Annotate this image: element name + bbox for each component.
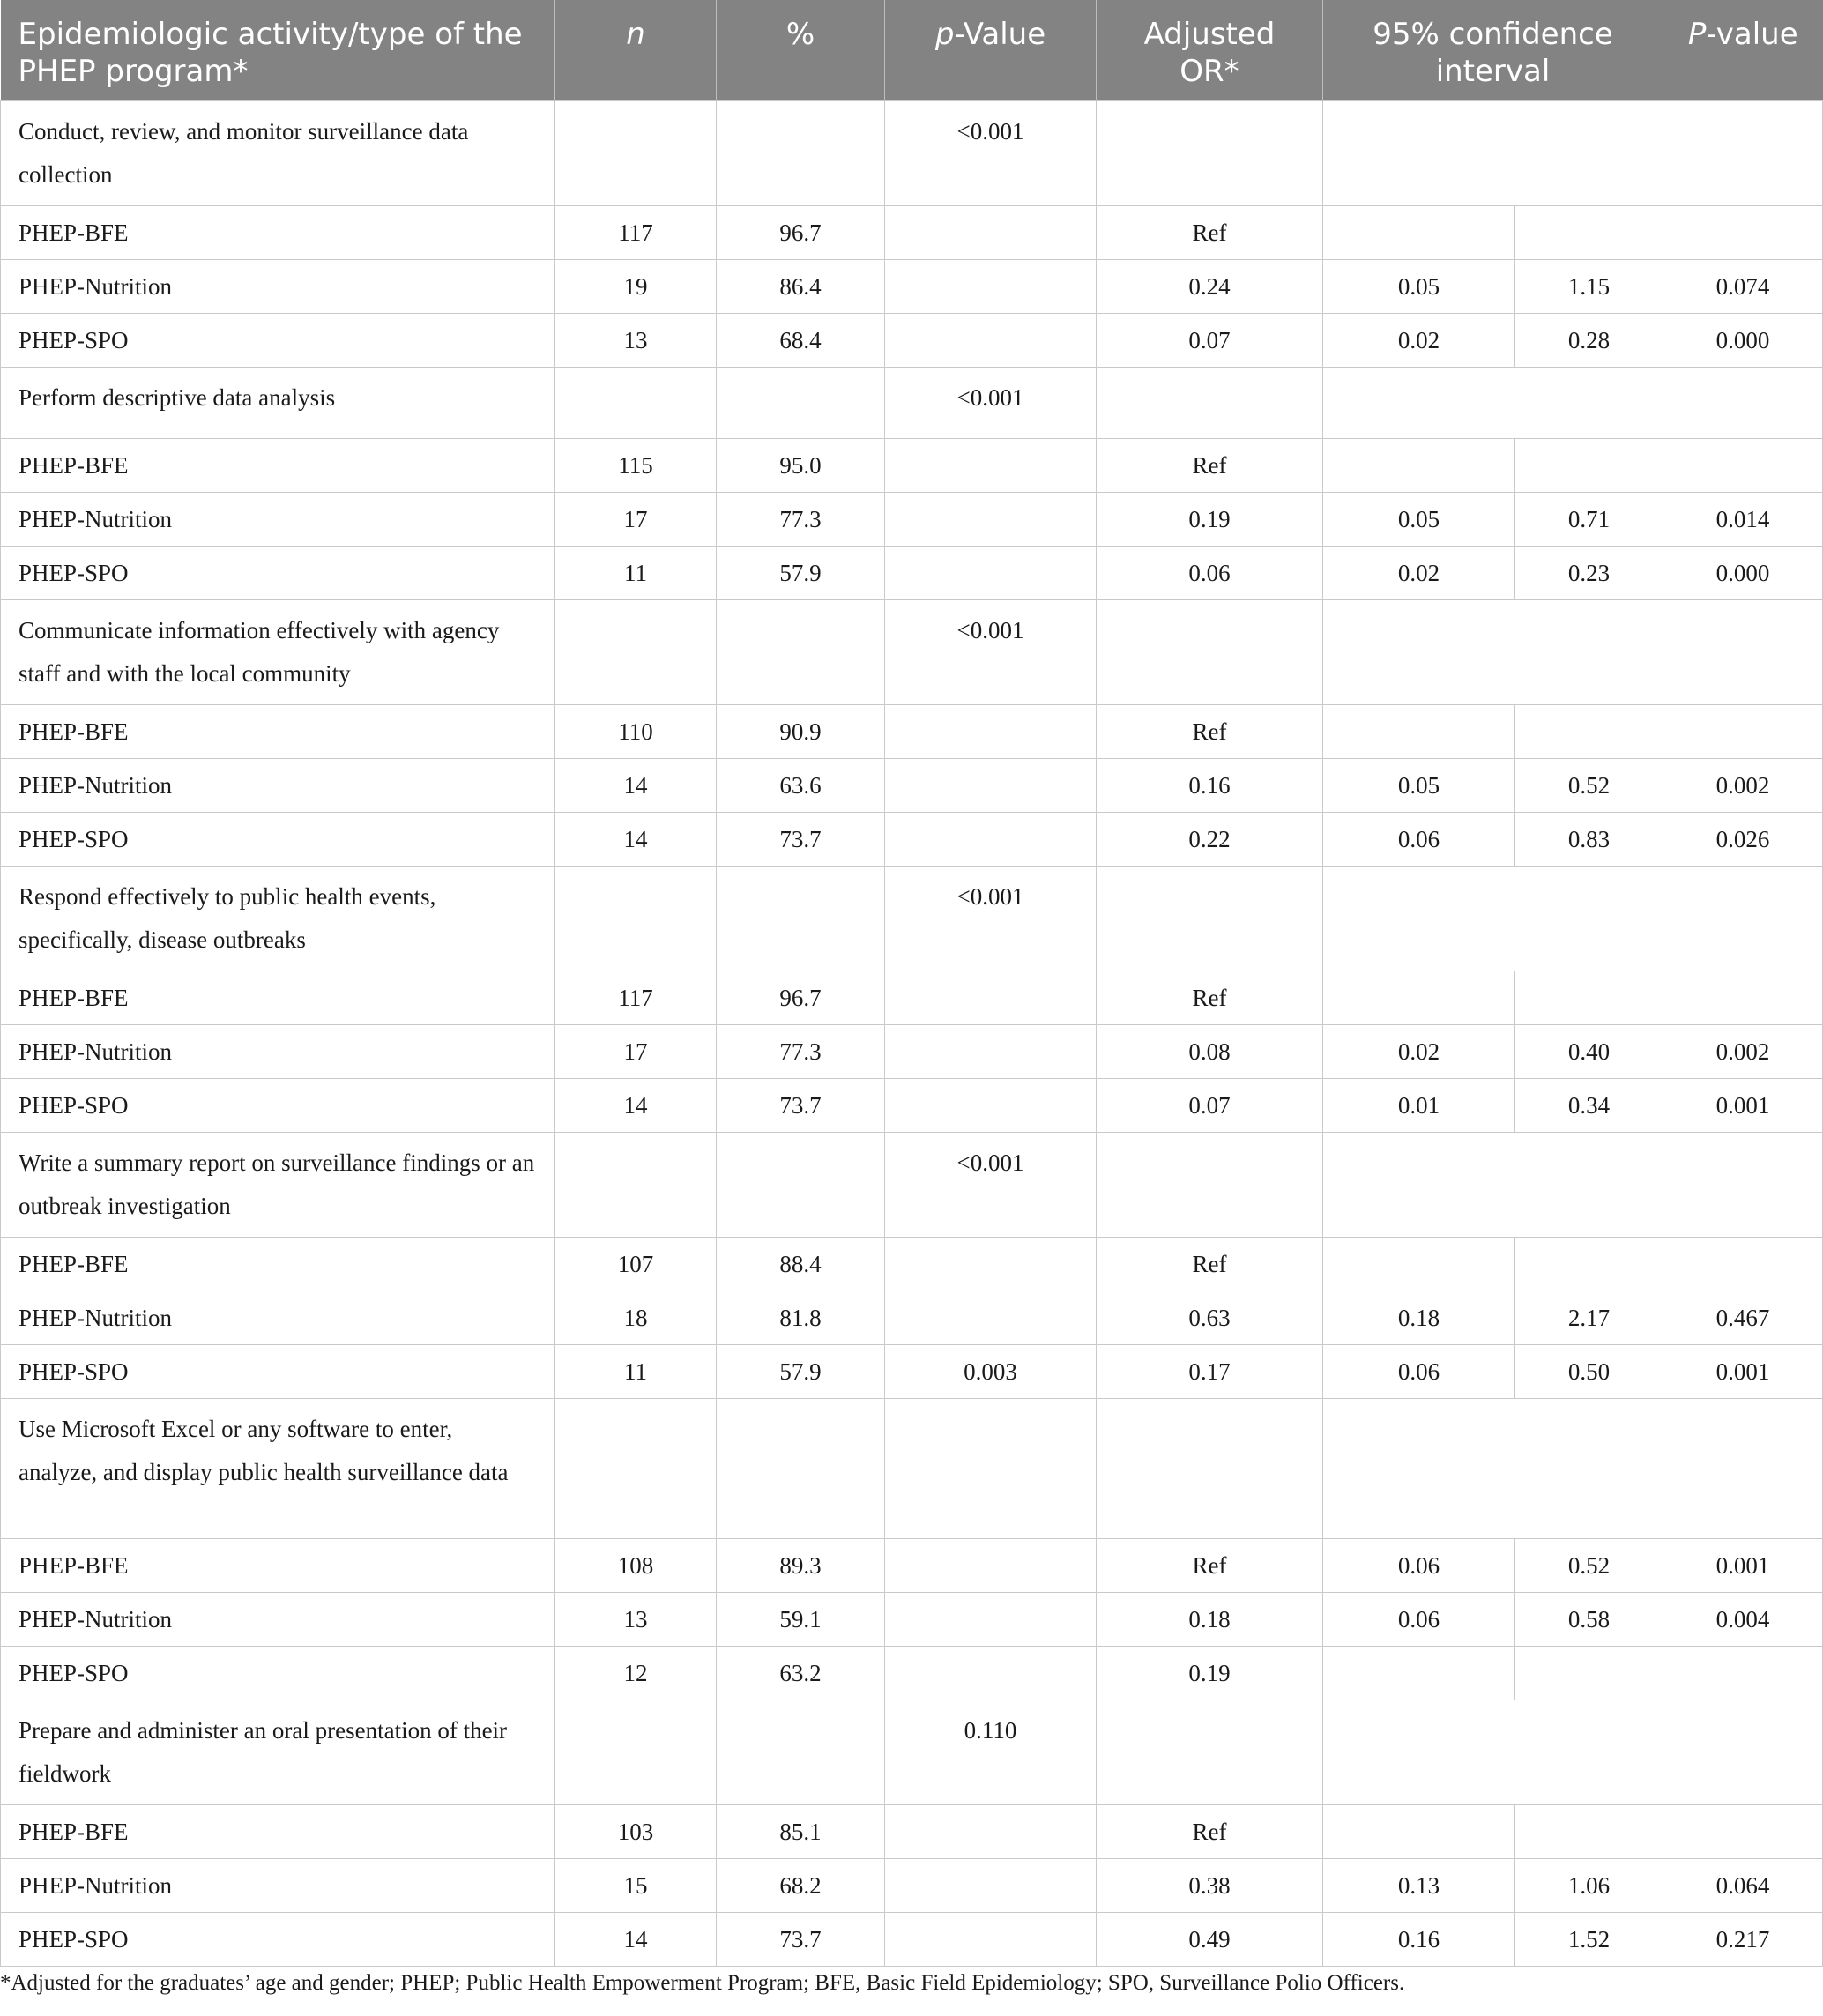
cell-percent: 57.9	[717, 1345, 885, 1399]
activity-label: Perform descriptive data analysis	[1, 368, 555, 439]
cell-percent: 63.6	[717, 759, 885, 813]
cell-p-value	[885, 1025, 1097, 1079]
program-name: PHEP-Nutrition	[1, 260, 555, 314]
cell-percent: 68.4	[717, 314, 885, 368]
header-p-value-2	[1663, 0, 1823, 101]
cell-n: 12	[555, 1647, 717, 1700]
cell-ci-high: 0.50	[1515, 1345, 1663, 1399]
activity-p-value: <0.001	[885, 600, 1097, 705]
table-row	[1, 206, 1823, 260]
cell-n: 13	[555, 314, 717, 368]
cell-adjusted-or: Ref	[1097, 439, 1323, 493]
activity-percent-cell	[717, 1133, 885, 1238]
activity-pvalue2-cell	[1663, 101, 1823, 206]
activity-header-row	[1, 600, 1823, 705]
cell-p-value-2: 0.217	[1663, 1913, 1823, 1967]
cell-p-value-2: 0.004	[1663, 1593, 1823, 1647]
activity-header-row	[1, 101, 1823, 206]
cell-p-value	[885, 314, 1097, 368]
cell-p-value	[885, 1539, 1097, 1593]
cell-p-value	[885, 1913, 1097, 1967]
cell-percent: 95.0	[717, 439, 885, 493]
cell-ci-high: 0.52	[1515, 759, 1663, 813]
activity-n-cell	[555, 101, 717, 206]
cell-p-value-2: 0.014	[1663, 493, 1823, 547]
program-name: PHEP-SPO	[1, 1079, 555, 1133]
activity-ci-cell	[1323, 600, 1663, 705]
cell-ci-high	[1515, 1238, 1663, 1291]
cell-percent: 89.3	[717, 1539, 885, 1593]
program-name: PHEP-SPO	[1, 547, 555, 600]
activity-p-value: <0.001	[885, 867, 1097, 971]
cell-n: 103	[555, 1805, 717, 1859]
cell-percent: 88.4	[717, 1238, 885, 1291]
program-name: PHEP-Nutrition	[1, 1291, 555, 1345]
activity-pvalue2-cell	[1663, 1399, 1823, 1539]
cell-ci-high	[1515, 705, 1663, 759]
activity-label: Respond effectively to public health events, specifically, disease outbreaks	[1, 867, 555, 971]
cell-percent: 77.3	[717, 493, 885, 547]
table-row	[1, 1025, 1823, 1079]
table-row	[1, 314, 1823, 368]
table-row	[1, 1345, 1823, 1399]
table-footnote: *Adjusted for the graduates’ age and gender; PHEP; Public Health Empowerment Program; BFE, Basic Field Epidemiology; SPO, Surveillance Polio Officers.	[0, 1971, 1405, 1995]
cell-percent: 68.2	[717, 1859, 885, 1913]
cell-adjusted-or: 0.18	[1097, 1593, 1323, 1647]
cell-n: 110	[555, 705, 717, 759]
cell-ci-low: 0.18	[1323, 1291, 1515, 1345]
cell-n: 117	[555, 206, 717, 260]
header-p-value-2-rest: -value	[1706, 17, 1798, 52]
cell-percent: 96.7	[717, 971, 885, 1025]
activity-ci-cell	[1323, 368, 1663, 439]
activity-n-cell	[555, 1399, 717, 1539]
header-activity: Epidemiologic activity/type of the PHEP program*	[1, 0, 555, 101]
cell-p-value: 0.003	[885, 1345, 1097, 1399]
cell-ci-high	[1515, 1805, 1663, 1859]
cell-ci-low: 0.05	[1323, 759, 1515, 813]
activity-header-row	[1, 867, 1823, 971]
cell-adjusted-or: 0.49	[1097, 1913, 1323, 1967]
cell-ci-high: 1.06	[1515, 1859, 1663, 1913]
cell-p-value-2	[1663, 439, 1823, 493]
activity-or-cell	[1097, 867, 1323, 971]
header-confidence-interval: 95% confidence interval	[1323, 0, 1663, 101]
cell-ci-low: 0.06	[1323, 1345, 1515, 1399]
cell-adjusted-or: Ref	[1097, 1238, 1323, 1291]
table-row	[1, 1647, 1823, 1700]
table-row	[1, 1593, 1823, 1647]
cell-p-value-2: 0.001	[1663, 1539, 1823, 1593]
header-p-value-italic: p	[934, 17, 955, 52]
table-row	[1, 971, 1823, 1025]
cell-p-value	[885, 1859, 1097, 1913]
cell-percent: 59.1	[717, 1593, 885, 1647]
cell-p-value-2: 0.074	[1663, 260, 1823, 314]
header-adjusted-or: Adjusted OR*	[1097, 0, 1323, 101]
cell-adjusted-or: 0.07	[1097, 1079, 1323, 1133]
activity-p-value: <0.001	[885, 368, 1097, 439]
cell-ci-low	[1323, 971, 1515, 1025]
cell-p-value-2: 0.002	[1663, 759, 1823, 813]
cell-ci-low: 0.02	[1323, 547, 1515, 600]
activity-or-cell	[1097, 1133, 1323, 1238]
cell-percent: 86.4	[717, 260, 885, 314]
cell-p-value-2: 0.467	[1663, 1291, 1823, 1345]
table-row	[1, 547, 1823, 600]
activity-percent-cell	[717, 368, 885, 439]
table-row	[1, 1238, 1823, 1291]
table-row	[1, 1291, 1823, 1345]
activity-ci-cell	[1323, 1399, 1663, 1539]
program-name: PHEP-Nutrition	[1, 759, 555, 813]
table-body	[1, 101, 1823, 1967]
table-row	[1, 1539, 1823, 1593]
cell-percent: 73.7	[717, 1913, 885, 1967]
cell-n: 115	[555, 439, 717, 493]
program-name: PHEP-BFE	[1, 971, 555, 1025]
cell-p-value-2: 0.002	[1663, 1025, 1823, 1079]
cell-adjusted-or: 0.06	[1097, 547, 1323, 600]
table-row	[1, 813, 1823, 867]
activity-label: Conduct, review, and monitor surveillance data collection	[1, 101, 555, 206]
activity-n-cell	[555, 1700, 717, 1805]
table-row	[1, 1859, 1823, 1913]
cell-ci-low	[1323, 1805, 1515, 1859]
table-row	[1, 705, 1823, 759]
table-row	[1, 759, 1823, 813]
cell-adjusted-or: Ref	[1097, 971, 1323, 1025]
cell-percent: 57.9	[717, 547, 885, 600]
activity-n-cell	[555, 1133, 717, 1238]
cell-percent: 73.7	[717, 1079, 885, 1133]
activity-header-row	[1, 368, 1823, 439]
cell-ci-high	[1515, 971, 1663, 1025]
cell-p-value-2: 0.026	[1663, 813, 1823, 867]
activity-p-value	[885, 1399, 1097, 1539]
cell-ci-low: 0.06	[1323, 1539, 1515, 1593]
cell-p-value-2	[1663, 1238, 1823, 1291]
activity-ci-cell	[1323, 101, 1663, 206]
header-n-label: n	[626, 17, 645, 52]
cell-n: 14	[555, 813, 717, 867]
activity-pvalue2-cell	[1663, 867, 1823, 971]
cell-n: 15	[555, 1859, 717, 1913]
cell-n: 108	[555, 1539, 717, 1593]
cell-p-value-2: 0.000	[1663, 547, 1823, 600]
cell-n: 17	[555, 1025, 717, 1079]
program-name: PHEP-Nutrition	[1, 493, 555, 547]
cell-adjusted-or: Ref	[1097, 206, 1323, 260]
cell-ci-high: 0.28	[1515, 314, 1663, 368]
table-row	[1, 1079, 1823, 1133]
cell-n: 14	[555, 1079, 717, 1133]
program-name: PHEP-BFE	[1, 206, 555, 260]
cell-percent: 96.7	[717, 206, 885, 260]
activity-percent-cell	[717, 1399, 885, 1539]
activity-or-cell	[1097, 368, 1323, 439]
activity-n-cell	[555, 867, 717, 971]
cell-adjusted-or: 0.22	[1097, 813, 1323, 867]
cell-p-value	[885, 813, 1097, 867]
cell-percent: 85.1	[717, 1805, 885, 1859]
cell-ci-low: 0.02	[1323, 314, 1515, 368]
cell-ci-low: 0.06	[1323, 1593, 1515, 1647]
cell-ci-low: 0.01	[1323, 1079, 1515, 1133]
activity-p-value: 0.110	[885, 1700, 1097, 1805]
cell-p-value	[885, 1238, 1097, 1291]
activity-ci-cell	[1323, 1700, 1663, 1805]
cell-percent: 90.9	[717, 705, 885, 759]
cell-ci-low: 0.13	[1323, 1859, 1515, 1913]
cell-p-value	[885, 971, 1097, 1025]
cell-adjusted-or: 0.08	[1097, 1025, 1323, 1079]
program-name: PHEP-SPO	[1, 1345, 555, 1399]
cell-ci-high: 0.58	[1515, 1593, 1663, 1647]
cell-n: 11	[555, 1345, 717, 1399]
cell-ci-high: 0.71	[1515, 493, 1663, 547]
cell-n: 13	[555, 1593, 717, 1647]
cell-ci-high	[1515, 439, 1663, 493]
activity-header-row	[1, 1399, 1823, 1539]
cell-ci-low	[1323, 439, 1515, 493]
activity-ci-cell	[1323, 1133, 1663, 1238]
cell-p-value	[885, 1291, 1097, 1345]
table-row	[1, 1913, 1823, 1967]
cell-p-value	[885, 206, 1097, 260]
activity-pvalue2-cell	[1663, 600, 1823, 705]
cell-ci-low: 0.06	[1323, 813, 1515, 867]
header-n	[555, 0, 717, 101]
activity-percent-cell	[717, 1700, 885, 1805]
cell-ci-high: 0.52	[1515, 1539, 1663, 1593]
cell-percent: 63.2	[717, 1647, 885, 1700]
table-header-row	[1, 0, 1823, 101]
cell-p-value-2: 0.064	[1663, 1859, 1823, 1913]
cell-adjusted-or: Ref	[1097, 1539, 1323, 1593]
activity-n-cell	[555, 600, 717, 705]
activity-percent-cell	[717, 600, 885, 705]
cell-p-value	[885, 260, 1097, 314]
activity-pvalue2-cell	[1663, 1700, 1823, 1805]
cell-adjusted-or: 0.17	[1097, 1345, 1323, 1399]
activity-p-value: <0.001	[885, 101, 1097, 206]
activity-or-cell	[1097, 1399, 1323, 1539]
cell-p-value	[885, 493, 1097, 547]
cell-percent: 77.3	[717, 1025, 885, 1079]
cell-ci-high: 2.17	[1515, 1291, 1663, 1345]
cell-ci-low	[1323, 1647, 1515, 1700]
program-name: PHEP-BFE	[1, 1238, 555, 1291]
program-name: PHEP-SPO	[1, 314, 555, 368]
activity-pvalue2-cell	[1663, 368, 1823, 439]
cell-p-value	[885, 1647, 1097, 1700]
cell-ci-high	[1515, 206, 1663, 260]
activity-p-value: <0.001	[885, 1133, 1097, 1238]
cell-ci-low	[1323, 1238, 1515, 1291]
cell-ci-low: 0.16	[1323, 1913, 1515, 1967]
activity-label: Communicate information effectively with agency staff and with the local community	[1, 600, 555, 705]
cell-n: 14	[555, 1913, 717, 1967]
cell-adjusted-or: 0.38	[1097, 1859, 1323, 1913]
table-row	[1, 439, 1823, 493]
activity-percent-cell	[717, 101, 885, 206]
program-name: PHEP-Nutrition	[1, 1025, 555, 1079]
program-name: PHEP-SPO	[1, 813, 555, 867]
cell-n: 19	[555, 260, 717, 314]
activity-label: Use Microsoft Excel or any software to enter, analyze, and display public health surveillance data	[1, 1399, 555, 1539]
activity-or-cell	[1097, 101, 1323, 206]
header-p-value-2-italic: P	[1687, 17, 1707, 52]
program-name: PHEP-Nutrition	[1, 1593, 555, 1647]
activity-label: Prepare and administer an oral presentation of their fieldwork	[1, 1700, 555, 1805]
cell-adjusted-or: Ref	[1097, 705, 1323, 759]
cell-percent: 73.7	[717, 813, 885, 867]
activity-ci-cell	[1323, 867, 1663, 971]
cell-n: 107	[555, 1238, 717, 1291]
activity-pvalue2-cell	[1663, 1133, 1823, 1238]
header-percent: %	[717, 0, 885, 101]
cell-p-value	[885, 1593, 1097, 1647]
cell-p-value	[885, 1805, 1097, 1859]
cell-n: 18	[555, 1291, 717, 1345]
activity-label: Write a summary report on surveillance findings or an outbreak investigation	[1, 1133, 555, 1238]
program-name: PHEP-Nutrition	[1, 1859, 555, 1913]
cell-p-value	[885, 1079, 1097, 1133]
cell-p-value-2	[1663, 1647, 1823, 1700]
cell-adjusted-or: 0.19	[1097, 493, 1323, 547]
cell-p-value-2: 0.001	[1663, 1345, 1823, 1399]
activity-header-row	[1, 1700, 1823, 1805]
header-p-value	[885, 0, 1097, 101]
cell-n: 117	[555, 971, 717, 1025]
cell-ci-high	[1515, 1647, 1663, 1700]
activity-or-cell	[1097, 600, 1323, 705]
header-p-value-rest: -Value	[954, 17, 1046, 52]
program-name: PHEP-SPO	[1, 1647, 555, 1700]
cell-adjusted-or: 0.24	[1097, 260, 1323, 314]
cell-adjusted-or: Ref	[1097, 1805, 1323, 1859]
cell-ci-low	[1323, 206, 1515, 260]
cell-n: 17	[555, 493, 717, 547]
cell-ci-high: 0.83	[1515, 813, 1663, 867]
cell-p-value-2	[1663, 206, 1823, 260]
activity-n-cell	[555, 368, 717, 439]
cell-ci-high: 0.23	[1515, 547, 1663, 600]
cell-n: 11	[555, 547, 717, 600]
cell-ci-low	[1323, 705, 1515, 759]
cell-percent: 81.8	[717, 1291, 885, 1345]
cell-p-value	[885, 759, 1097, 813]
table-row	[1, 260, 1823, 314]
cell-p-value-2	[1663, 705, 1823, 759]
cell-p-value-2: 0.001	[1663, 1079, 1823, 1133]
cell-adjusted-or: 0.19	[1097, 1647, 1323, 1700]
program-name: PHEP-BFE	[1, 1805, 555, 1859]
program-name: PHEP-BFE	[1, 1539, 555, 1593]
cell-ci-low: 0.02	[1323, 1025, 1515, 1079]
cell-p-value-2	[1663, 971, 1823, 1025]
cell-p-value	[885, 439, 1097, 493]
cell-ci-high: 1.52	[1515, 1913, 1663, 1967]
activity-or-cell	[1097, 1700, 1323, 1805]
cell-ci-high: 0.34	[1515, 1079, 1663, 1133]
cell-ci-high: 0.40	[1515, 1025, 1663, 1079]
program-name: PHEP-SPO	[1, 1913, 555, 1967]
cell-p-value	[885, 705, 1097, 759]
cell-p-value-2: 0.000	[1663, 314, 1823, 368]
cell-ci-high: 1.15	[1515, 260, 1663, 314]
cell-adjusted-or: 0.16	[1097, 759, 1323, 813]
cell-adjusted-or: 0.63	[1097, 1291, 1323, 1345]
table-row	[1, 493, 1823, 547]
activity-header-row	[1, 1133, 1823, 1238]
program-name: PHEP-BFE	[1, 705, 555, 759]
cell-n: 14	[555, 759, 717, 813]
activity-percent-cell	[717, 867, 885, 971]
table-row	[1, 1805, 1823, 1859]
cell-p-value	[885, 547, 1097, 600]
cell-adjusted-or: 0.07	[1097, 314, 1323, 368]
program-name: PHEP-BFE	[1, 439, 555, 493]
cell-ci-low: 0.05	[1323, 260, 1515, 314]
cell-p-value-2	[1663, 1805, 1823, 1859]
cell-ci-low: 0.05	[1323, 493, 1515, 547]
